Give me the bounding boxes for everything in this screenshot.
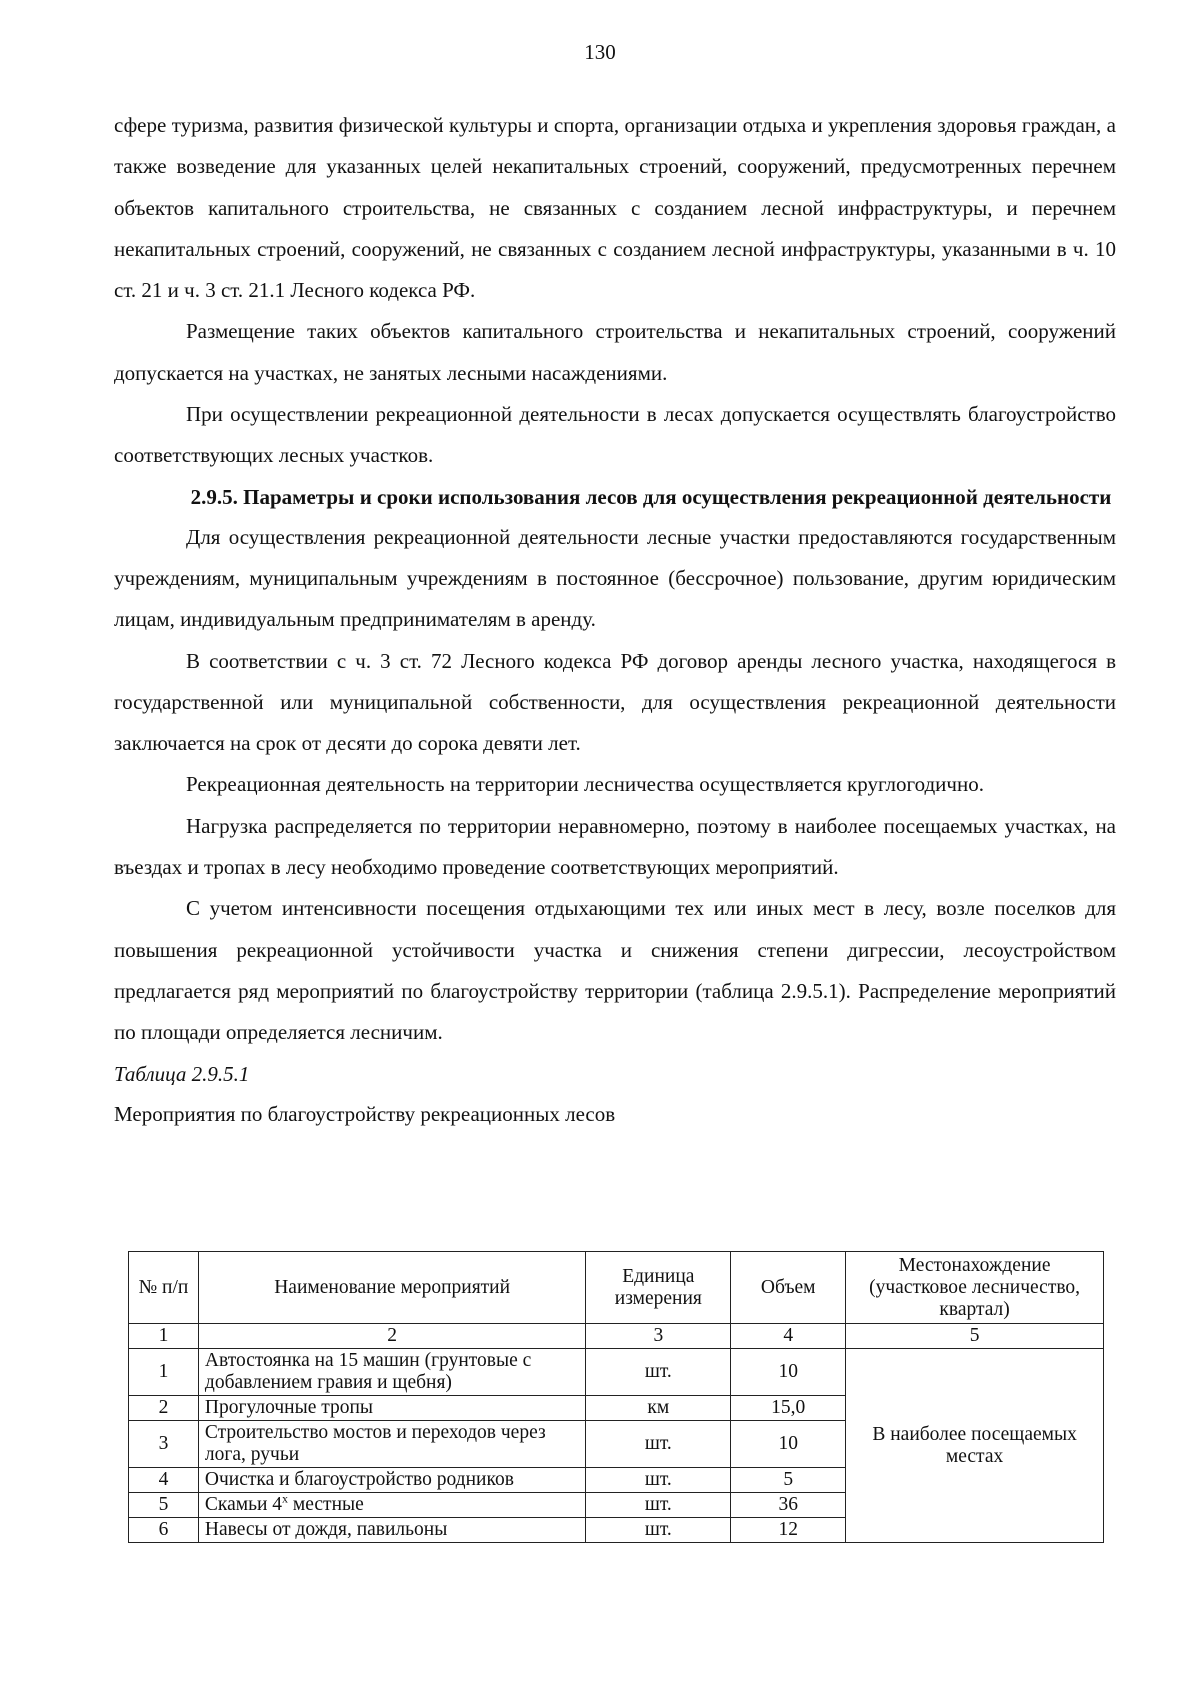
header-location: Местонахождение (участковое лесничество, квартал) bbox=[846, 1252, 1104, 1324]
row-name: Автостоянка на 15 машин (грунтовые с добавлением гравия и щебня) bbox=[198, 1349, 585, 1396]
paragraph-1: сфере туризма, развития физической культуры и спорта, организации отдыха и укрепления здоровья граждан, а также возведение для указанных целей некапитальных строений, сооружений, предусмотренных перечнем объектов капитального строительства, не связанных с созданием лесной инфраструктуры, и перечнем некапитальных строений, сооружений, не связанных с созданием лесной инфраструктуры, указанными в ч. 10 ст. 21 и ч. 3 ст. 21.1 Лесного кодекса РФ. bbox=[114, 113, 1116, 303]
row-volume: 36 bbox=[731, 1493, 846, 1518]
row-volume: 12 bbox=[731, 1518, 846, 1543]
paragraph-8: С учетом интенсивности посещения отдыхающими тех или иных мест в лесу, возле поселков для повышения рекреационной устойчивости участка и снижения степени дигрессии, лесоустройством предлагается ряд мероприятий по благоустройству территории (таблица 2.9.5.1). Распределение мероприятий по площади определяется лесничим. bbox=[114, 896, 1116, 1045]
measures-table bbox=[128, 1251, 1104, 1543]
row-num: 2 bbox=[129, 1396, 199, 1421]
header-name: Наименование мероприятий bbox=[198, 1252, 585, 1324]
paragraph-6: Рекреационная деятельность на территории лесничества осуществляется круглогодично. bbox=[186, 772, 984, 797]
col-number: 4 bbox=[731, 1324, 846, 1349]
table-label: Таблица 2.9.5.1 bbox=[114, 1061, 250, 1086]
page-number: 130 bbox=[584, 40, 616, 64]
row-name-part: местные bbox=[288, 1494, 364, 1515]
table-header-row bbox=[129, 1252, 1104, 1324]
row-name-superscript: х bbox=[282, 1491, 289, 1506]
table-title: Мероприятия по благоустройству рекреационных лесов bbox=[114, 1101, 616, 1126]
row-name: Строительство мостов и переходов через лога, ручьи bbox=[198, 1421, 585, 1468]
row-num: 6 bbox=[129, 1518, 199, 1543]
row-name bbox=[198, 1493, 585, 1518]
section-heading: 2.9.5. Параметры и сроки использования лесов для осуществления рекреационной деятельности bbox=[190, 484, 1112, 509]
col-number: 3 bbox=[586, 1324, 731, 1349]
row-volume: 15,0 bbox=[731, 1396, 846, 1421]
row-location: В наиболее посещаемых местах bbox=[846, 1349, 1104, 1543]
row-unit: шт. bbox=[586, 1493, 731, 1518]
main-text bbox=[114, 105, 1116, 1133]
header-num: № п/п bbox=[129, 1252, 199, 1324]
paragraph-7: Нагрузка распределяется по территории неравномерно, поэтому в наиболее посещаемых участках, на въездах и тропах в лесу необходимо проведение соответствующих мероприятий. bbox=[114, 813, 1116, 880]
header-unit: Единица измерения bbox=[586, 1252, 731, 1324]
row-name: Навесы от дождя, павильоны bbox=[198, 1518, 585, 1543]
row-unit: шт. bbox=[586, 1349, 731, 1396]
row-volume: 10 bbox=[731, 1421, 846, 1468]
paragraph-5: В соответствии с ч. 3 ст. 72 Лесного кодекса РФ договор аренды лесного участка, находящегося в государственной или муниципальной собственности, для осуществления рекреационной деятельности заключается на срок от десяти до сорока девяти лет. bbox=[114, 648, 1116, 756]
row-volume: 10 bbox=[731, 1349, 846, 1396]
table-row bbox=[129, 1349, 1104, 1396]
row-unit: шт. bbox=[586, 1518, 731, 1543]
row-name: Очистка и благоустройство родников bbox=[198, 1468, 585, 1493]
header-volume: Объем bbox=[731, 1252, 846, 1324]
row-unit: шт. bbox=[586, 1421, 731, 1468]
row-num: 4 bbox=[129, 1468, 199, 1493]
row-name: Прогулочные тропы bbox=[198, 1396, 585, 1421]
col-number: 5 bbox=[846, 1324, 1104, 1349]
table-column-numbers-row bbox=[129, 1324, 1104, 1349]
paragraph-2: Размещение таких объектов капитального строительства и некапитальных строений, сооружений допускается на участках, не занятых лесными насаждениями. bbox=[114, 319, 1116, 385]
row-num: 5 bbox=[129, 1493, 199, 1518]
paragraph-3: При осуществлении рекреационной деятельности в лесах допускается осуществлять благоустройство соответствующих лесных участков. bbox=[114, 402, 1116, 468]
row-unit: км bbox=[586, 1396, 731, 1421]
row-volume: 5 bbox=[731, 1468, 846, 1493]
row-num: 3 bbox=[129, 1421, 199, 1468]
col-number: 1 bbox=[129, 1324, 199, 1349]
row-unit: шт. bbox=[586, 1468, 731, 1493]
row-name-part: Скамьи 4 bbox=[204, 1494, 283, 1515]
paragraph-4: Для осуществления рекреационной деятельности лесные участки предоставляются государственным учреждениям, муниципальным учреждениям в постоянное (бессрочное) пользование, другим юридическим лицам, индивидуальным предпринимателям в аренду. bbox=[114, 524, 1116, 632]
row-num: 1 bbox=[129, 1349, 199, 1396]
col-number: 2 bbox=[198, 1324, 585, 1349]
